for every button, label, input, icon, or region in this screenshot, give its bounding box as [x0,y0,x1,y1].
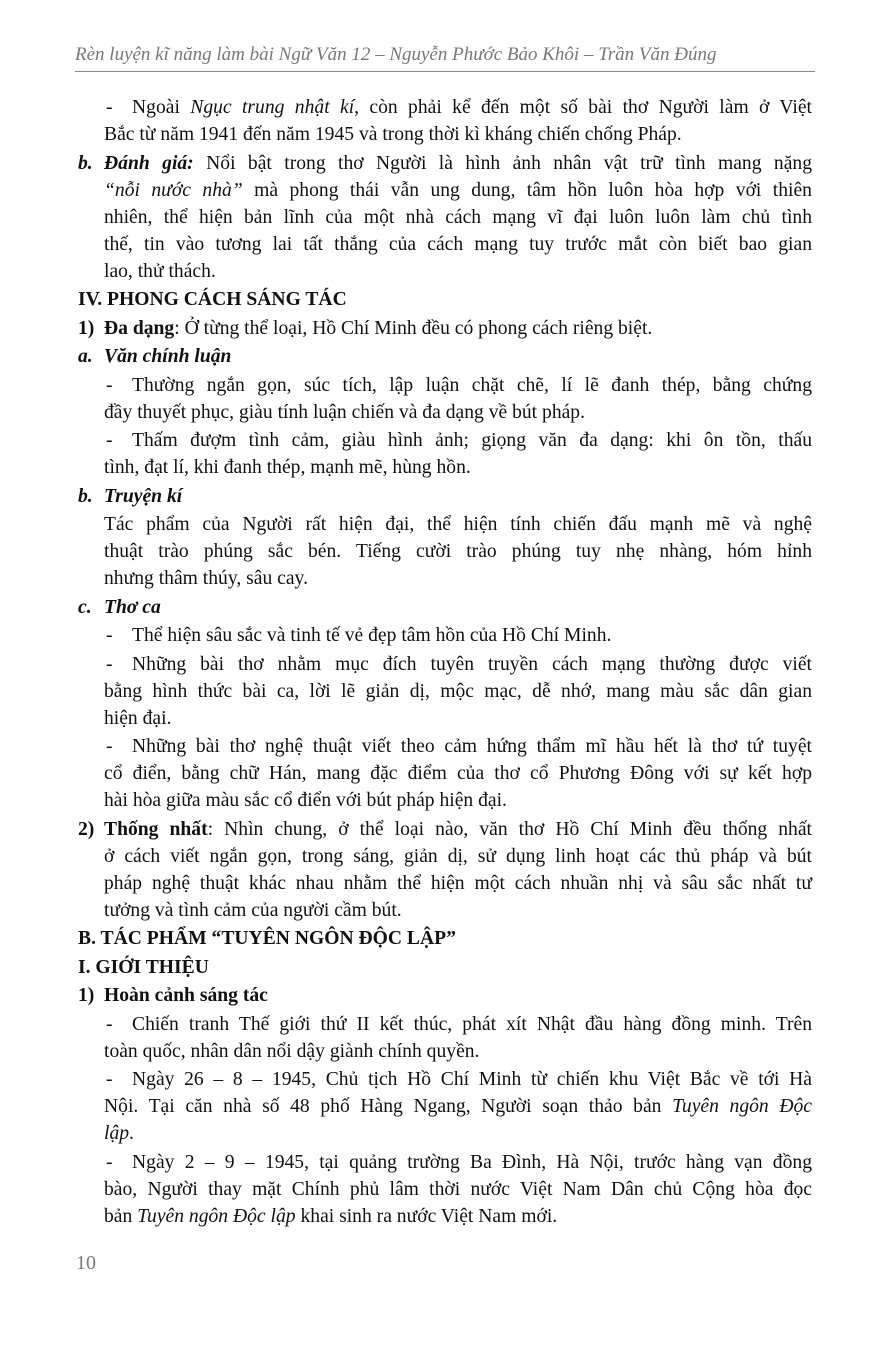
text-line [104,870,812,897]
paragraph [78,150,812,285]
paragraph [78,511,812,592]
text-line [104,982,812,1009]
text-run: Thể hiện sâu sắc và tinh tế vẻ đẹp tâm hồn của Hồ Chí Minh. [132,625,612,646]
text-run: đầy thuyết phục, giàu tính luận chiến và đa dạng về bút pháp. [104,401,586,423]
text-run: Ngoài [132,97,191,118]
text-run: pháp nghệ thuật khác nhau nhằm thể hiện một cách nhuần nhị và sâu sắc nhất tư [104,872,812,894]
text-run: toàn quốc, nhân dân nổi dậy giành chính quyền. [104,1040,480,1062]
section-heading [78,925,812,952]
text-run: hài hòa giữa màu sắc cổ điển với bút pháp hiện đại. [104,790,507,811]
text-line [104,315,812,342]
text-line [104,177,812,204]
text-line [104,511,812,538]
text-run: Đa dạng [104,317,175,339]
item-marker: a. [78,346,93,367]
text-line [104,651,812,678]
page-number: 10 [76,1252,96,1274]
text-line [104,204,812,231]
text-run: IV. PHONG CÁCH SÁNG TÁC [78,289,347,310]
text-line [104,1176,812,1203]
bullet-dash: - [106,97,113,118]
text-line [104,843,812,870]
text-line [104,399,812,426]
bullet-dash: - [106,374,113,396]
text-run: Thấm đượm tình cảm, giàu hình ảnh; giọng văn đa dạng: khi ôn tồn, thấu [132,430,812,451]
bullet-paragraph [78,372,812,426]
running-header: Rèn luyện kĩ năng làm bài Ngữ Văn 12 – Nguyễn Phước Bảo Khôi – Trần Văn Đúng [75,44,717,65]
text-run: bản [104,1205,138,1227]
text-run: bào, Người thay mặt Chính phủ lâm thời nước Việt Nam Dân chủ Cộng hòa đọc [104,1178,812,1200]
text-line [104,1149,812,1176]
bullet-dash: - [106,430,113,451]
text-run: Ngày 2 – 9 – 1945, tại quảng trường Ba Đình, Hà Nội, trước hàng vạn đồng [132,1151,812,1173]
text-run: Những bài thơ nghệ thuật viết theo cảm hứng thẩm mĩ hầu hết là thơ tứ tuyệt [132,736,812,757]
text-line [104,760,812,787]
text-line [104,427,812,454]
text-run: Thơ ca [104,596,161,618]
text-line [104,565,812,592]
text-line [104,678,812,705]
text-run: thuật trào phúng sắc bén. Tiếng cười trào phúng tuy nhẹ nhàng, hóm hỉnh [104,541,812,562]
section-heading [78,286,812,313]
text-line [104,483,812,510]
text-line [104,1093,812,1120]
text-run: hiện đại. [104,707,172,729]
text-run: B. TÁC PHẨM “TUYÊN NGÔN ĐỘC LẬP” [78,928,456,949]
text-line [78,954,812,981]
text-run: Bắc từ năm 1941 đến năm 1945 và trong thời kì kháng chiến chống Pháp. [104,124,682,145]
text-line [78,925,812,952]
text-line [104,897,812,924]
page-body [78,94,812,1230]
paragraph [78,343,812,370]
text-line [104,372,812,399]
text-run: I. GIỚI THIỆU [78,956,209,978]
text-run: Thường ngắn gọn, súc tích, lập luận chặt chẽ, lí lẽ đanh thép, bằng chứng [132,374,812,396]
text-run: , còn phải kể đến một số bài thơ Người làm ở Việt [354,97,812,118]
text-run: Văn chính luận [104,346,232,367]
text-line [104,231,812,258]
bullet-paragraph [78,1011,812,1065]
text-run: : Nhìn chung, ở thể loại nào, văn thơ Hồ Chí Minh đều thống nhất [207,818,812,840]
text-run: bằng hình thức bài ca, lời lẽ giản dị, mộc mạc, dễ nhớ, mang màu sắc dân gian [104,680,812,702]
item-marker: 1) [78,985,95,1006]
text-run: Đánh giá: [104,152,194,174]
text-run: Hoàn cảnh sáng tác [104,985,268,1006]
text-run: mà phong thái vẫn ung dung, tâm hồn luôn hòa hợp với thiên [242,179,812,201]
text-run: Tác phẩm của Người rất hiện đại, thể hiện tính chiến đấu mạnh mẽ và nghệ [104,514,812,535]
text-line [104,622,812,649]
item-marker: b. [78,152,93,174]
item-marker: 1) [78,317,95,339]
bullet-paragraph [78,622,812,649]
text-run: tình, đạt lí, khi đanh thép, mạnh mẽ, hùng hồn. [104,457,471,478]
bullet-paragraph [78,427,812,481]
bullet-dash: - [106,1151,113,1173]
text-run: Chiến tranh Thế giới thứ II kết thúc, phát xít Nhật đầu hàng đồng minh. Trên [132,1013,812,1035]
text-line [104,733,812,760]
text-line [104,454,812,481]
item-marker: c. [78,596,92,618]
bullet-dash: - [106,625,113,646]
bullet-paragraph [78,733,812,814]
text-run: Nổi bật trong thơ Người là hình ảnh nhân vật trữ tình mang nặng [193,152,813,174]
paragraph [78,483,812,510]
paragraph [78,594,812,621]
text-run: lao, thử thách. [104,260,216,282]
text-run: Nội. Tại căn nhà số 48 phố Hàng Ngang, Người soạn thảo bản [104,1096,673,1117]
paragraph [78,982,812,1009]
text-run: cổ điển, bằng chữ Hán, mang đặc điểm của thơ cổ Phương Đông với sự kết hợp [104,763,812,784]
bullet-dash: - [106,1069,113,1090]
paragraph [78,315,812,342]
text-run: ở cách viết ngắn gọn, trong sáng, giản dị, sử dụng linh hoạt các thủ pháp và bút [104,845,812,867]
text-run: Tuyên ngôn Độc [672,1096,812,1117]
text-line [104,1203,812,1230]
text-run: Ngày 26 – 8 – 1945, Chủ tịch Hồ Chí Minh từ chiến khu Việt Bắc về tới Hà [132,1069,812,1090]
text-run: khai sinh ra nước Việt Nam mới. [295,1205,558,1227]
bullet-paragraph [78,1066,812,1147]
text-line [104,258,812,285]
text-line [104,787,812,814]
text-run: Ngục trung nhật kí [190,97,355,118]
text-line [104,343,812,370]
header-divider [75,71,815,72]
text-run: tưởng và tình cảm của người cầm bút. [104,899,402,921]
text-line [104,594,812,621]
bullet-paragraph [78,651,812,732]
paragraph [78,816,812,924]
item-marker: b. [78,485,93,507]
text-line [104,150,812,177]
text-line [104,1038,812,1065]
text-line [104,121,812,148]
bullet-dash: - [106,653,113,675]
text-line [78,286,812,313]
text-run: “nỗi nước nhà” [104,179,243,201]
text-line [104,1011,812,1038]
bullet-dash: - [106,736,113,757]
text-run: lập [104,1123,130,1144]
text-line [104,538,812,565]
text-line [104,1066,812,1093]
item-marker: 2) [78,818,95,840]
text-run: thế, tin vào tương lai tất thắng của cách mạng tuy trước mắt còn biết bao gian [104,233,812,255]
text-line [104,705,812,732]
section-heading [78,954,812,981]
bullet-paragraph [78,94,812,148]
text-run: . [129,1123,134,1144]
text-run: Truyện kí [104,485,183,507]
text-run: Những bài thơ nhằm mục đích tuyên truyền cách mạng thường được viết [132,653,812,675]
text-run: : Ở từng thể loại, Hồ Chí Minh đều có phong cách riêng biệt. [174,317,653,339]
text-line [104,816,812,843]
bullet-dash: - [106,1013,113,1035]
text-line [104,1120,812,1147]
text-run: Tuyên ngôn Độc lập [137,1205,296,1227]
text-run: nhưng thâm thúy, sâu cay. [104,568,308,589]
text-run: nhiên, thể hiện bản lĩnh của một nhà cách mạng vĩ đại luôn luôn làm chủ tình [104,206,812,228]
text-line [104,94,812,121]
bullet-paragraph [78,1149,812,1230]
text-run: Thống nhất [104,818,208,840]
